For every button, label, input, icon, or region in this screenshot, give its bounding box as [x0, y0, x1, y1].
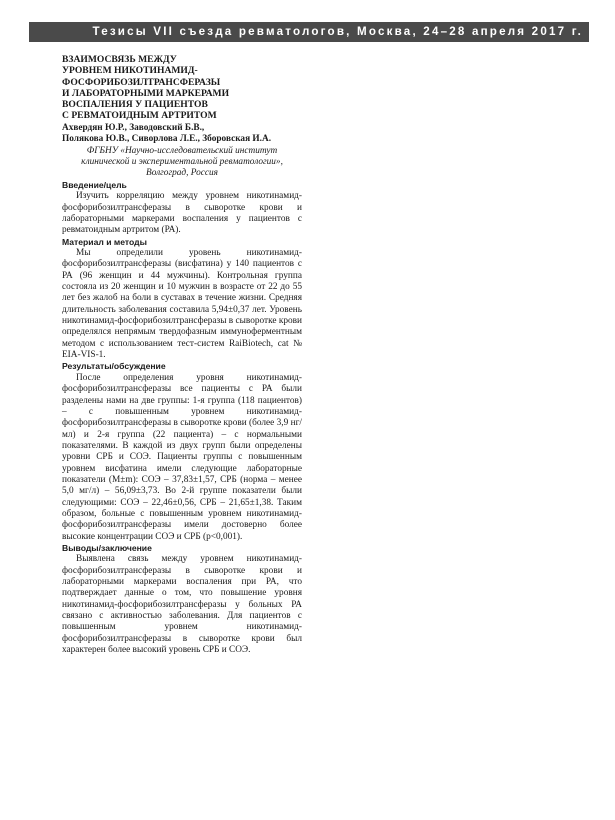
- affiliation-line: клинической и экспериментальной ревматологии»,: [81, 157, 283, 167]
- title-line: ВОСПАЛЕНИЯ У ПАЦИЕНТОВ: [62, 99, 208, 111]
- methods-paragraph: Мы определили уровень никотинамид-фосфорибозилтрансферазы (висфатина) у 140 пациентов с РА (96 женщин и 44 мужчины). Контрольная группа состояла из 20 женщин и 10 мужчин в возрасте от 22 до 55 лет без жалоб на боли в суставах в течение жизни. Средняя длительность заболевания составила 5,94±0,37 лет. Уровень никотинамид-фосфорибозилтрансферазы в сыворотке крови определялся непрямым твердофазным иммуноферментным методом с использованием тест-систем RaiBiotech, cat № EIA-VIS-1.: [62, 248, 302, 361]
- section-heading-methods: Материал и методы: [62, 236, 147, 247]
- conclusions-paragraph: Выявлена связь между уровнем никотинамид-фосфорибозилтрансферазы в сыворотке крови и лабораторными маркерами воспаления при РА, что подтверждает данные о том, что повышение уровня никотинамид-фосфорибозилтрансферазы у больных РА связано с активностью заболевания. Для пациентов с повышенным уровнем никотинамид-фосфорибозилтрансферазы в сыворотке крови был характерен более высокий уровень СРБ и СОЭ.: [62, 554, 302, 656]
- abstract-column: [62, 54, 302, 657]
- title-line: И ЛАБОРАТОРНЫМИ МАРКЕРАМИ: [62, 87, 230, 99]
- article-title: [62, 54, 302, 122]
- section-heading-results: Результаты/обсуждение: [62, 361, 166, 372]
- section-heading-introduction: Введение/цель: [62, 179, 127, 190]
- title-line: С РЕВМАТОИДНЫМ АРТРИТОМ: [62, 110, 217, 122]
- title-line: УРОВНЕМ НИКОТИНАМИД-: [62, 65, 198, 77]
- results-paragraph: После определения уровня никотинамид-фосфорибозилтрансферазы все пациенты с РА были разделены нами на две группы: 1-я группа (118 пациентов) – с повышенным уровнем никотинамид-фосфорибозилтрансферазы в сыворотке крови (более 3,9 нг/мл) и 2-я группа (22 пациента) – с нормальными показателями. В каждой из двух групп были определены уровни СРБ и СОЭ. Пациенты группы с повышенным уровнем висфатина имели следующие лабораторные показатели (M±m): СОЭ – 37,83±1,57, СРБ (норма – менее 5,0 мг/л) – 56,09±3,73. Во 2-й группе показатели были следующими: СОЭ – 22,46±0,56, СРБ – 21,65±1,38. Таким образом, больные с повышенным уровнем никотинамид-фосфорибозилтрансферазы имели достоверно более высокие концентрации СОЭ и СРБ (p<0,001).: [62, 372, 302, 542]
- author-list: [62, 123, 302, 146]
- affiliation-line: Волгоград, Россия: [146, 168, 218, 179]
- section-heading-conclusions: Выводы/заключение: [62, 543, 152, 553]
- running-header-bar: [29, 22, 589, 42]
- affiliation-line: ФГБНУ «Научно-исследовательский институт: [86, 145, 278, 156]
- title-line: ВЗАИМОСВЯЗЬ МЕЖДУ: [62, 54, 177, 65]
- affiliation: [62, 146, 302, 180]
- running-header-title: Тезисы VII съезда ревматологов, Москва, 24–28 апреля 2017 г.: [92, 25, 583, 38]
- authors-line: Полякова Ю.В., Сиворлова Л.Е., Зборовская И.А.: [62, 134, 272, 145]
- title-line: ФОСФОРИБОЗИЛТРАНСФЕРАЗЫ: [62, 76, 221, 88]
- introduction-paragraph: Изучить корреляцию между уровнем никотинамид-фосфорибозилтрансферазы в сыворотке крови и лабораторными маркерами воспаления у пациентов с ревматоидным артритом (РА).: [62, 191, 302, 236]
- authors-line: Ахвердян Ю.Р., Заводовский Б.В.,: [62, 122, 205, 133]
